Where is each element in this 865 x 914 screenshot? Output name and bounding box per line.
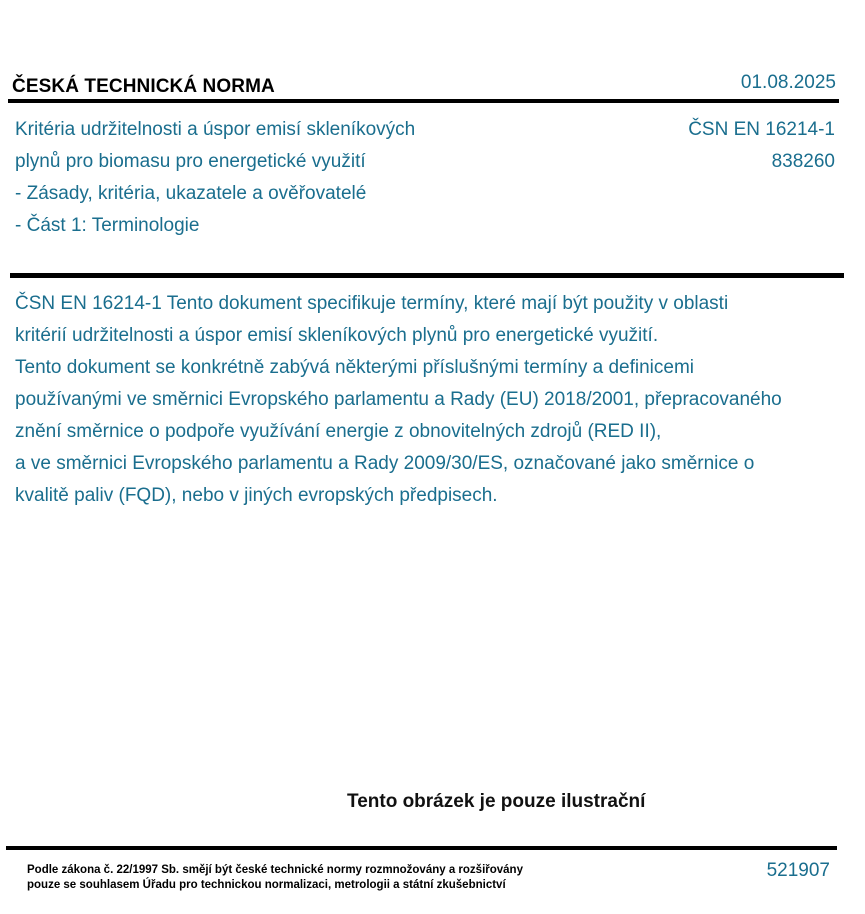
- document-type-heading: ČESKÁ TECHNICKÁ NORMA: [12, 76, 275, 97]
- legal-line: pouze se souhlasem Úřadu pro technickou normalizaci, metrologii a státní zkušebnictví: [27, 879, 506, 891]
- title-line: Kritéria udržitelnosti a úspor emisí skleníkových: [15, 119, 416, 140]
- title-divider: [10, 273, 844, 278]
- title-line: plynů pro biomasu pro energetické využití: [15, 151, 366, 172]
- abstract-line: ČSN EN 16214-1 Tento dokument specifikuje termíny, které mají být použity v oblasti: [15, 293, 729, 314]
- standard-codes: [688, 114, 835, 178]
- abstract-line: a ve směrnici Evropského parlamentu a Rady 2009/30/ES, označované jako směrnice o: [15, 453, 755, 474]
- abstract-line: kritérií udržitelnosti a úspor emisí skleníkových plynů pro energetické využití.: [15, 325, 659, 346]
- publication-date: 01.08.2025: [740, 72, 836, 93]
- header-divider: [8, 99, 839, 103]
- abstract-line: používanými ve směrnici Evropského parlamentu a Rady (EU) 2018/2001, přepracovaného: [15, 389, 782, 410]
- legal-notice: [27, 863, 523, 893]
- abstract-text: [15, 288, 865, 512]
- title-line: - Část 1: Terminologie: [15, 215, 200, 236]
- abstract-line: kvalitě paliv (FQD), nebo v jiných evropských předpisech.: [15, 485, 498, 506]
- footer-code: 521907: [766, 860, 830, 881]
- standard-title: [15, 114, 415, 242]
- abstract-line: znění směrnice o podpoře využívání energie z obnovitelných zdrojů (RED II),: [15, 421, 662, 442]
- footer-divider: [6, 846, 837, 850]
- standard-number: ČSN EN 16214-1: [688, 119, 835, 140]
- legal-line: Podle zákona č. 22/1997 Sb. smějí být české technické normy rozmnožovány a rozšiřovány: [27, 864, 523, 876]
- title-line: - Zásady, kritéria, ukazatele a ověřovatelé: [15, 183, 367, 204]
- class-number: 838260: [771, 151, 835, 172]
- abstract-line: Tento dokument se konkrétně zabývá některými příslušnými termíny a definicemi: [15, 357, 695, 378]
- illustration-disclaimer: Tento obrázek je pouze ilustrační: [347, 791, 646, 812]
